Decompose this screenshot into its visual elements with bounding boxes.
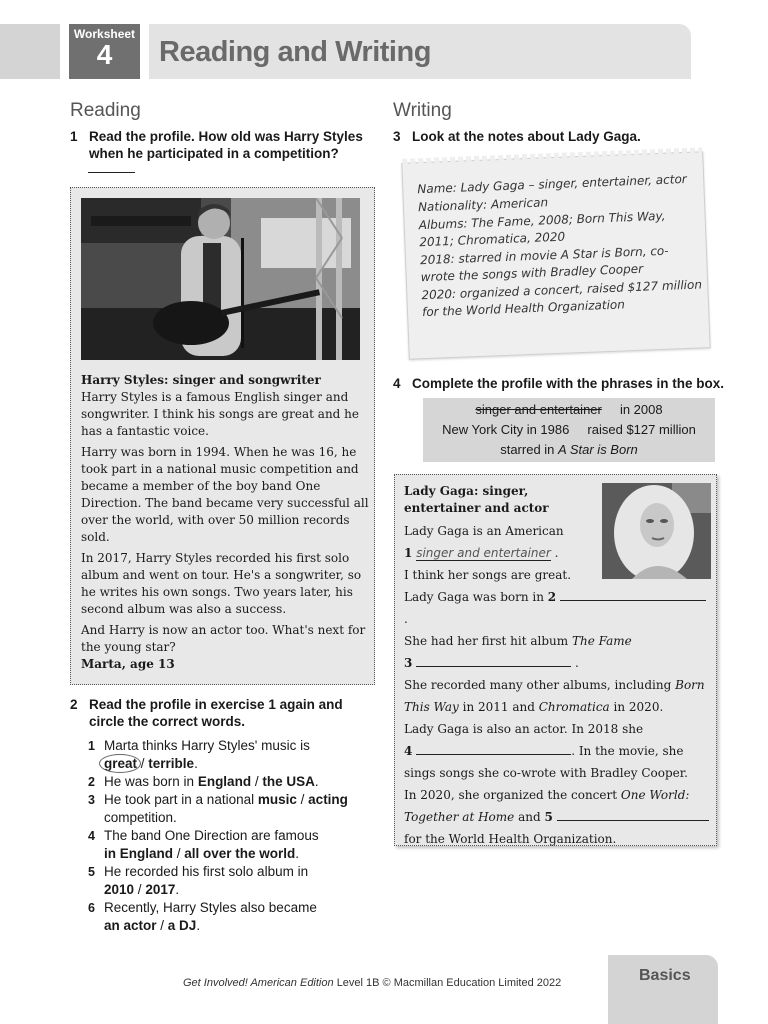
harry-profile-paragraph: Harry Styles is a famous English singer and songwriter. I think his songs are great and he has a fantastic voice. <box>81 390 359 438</box>
gaga-line: She recorded many other albums, including Born This Way in 2011 and Chromatica in 2020. <box>404 678 705 714</box>
harry-profile-box <box>70 187 375 685</box>
example-answer: singer and entertainer <box>416 546 551 560</box>
list-item: 5 He recorded his first solo album in 2010 / 2017. <box>88 864 309 897</box>
q1-instruction <box>70 128 375 162</box>
harry-profile-paragraph: Harry was born in 1994. When he was 16, he took part in a national music competition and became a member of the boy band One Direction. The band became very successful all over the world, with over 50 million records sold. <box>81 445 369 544</box>
header-left-bar <box>0 24 60 79</box>
phrase-used: singer and entertainer <box>475 402 602 417</box>
basics-tab <box>608 955 718 1024</box>
harry-photo-illustration <box>81 198 360 360</box>
reading-heading: Reading <box>70 100 141 121</box>
gaga-line: I think her songs are great. <box>404 568 572 582</box>
gaga-profile-title: Lady Gaga: singer, entertainer and actor <box>404 484 549 515</box>
list-item: 2 He was born in England / the USA. <box>88 774 319 789</box>
writing-heading: Writing <box>393 100 452 121</box>
harry-styles-photo <box>81 198 360 360</box>
q2-number: 2 <box>70 697 78 712</box>
q4-text: Complete the profile with the phrases in the box. <box>412 376 725 391</box>
page-title: Reading and Writing <box>159 36 431 68</box>
option-music[interactable]: music <box>257 792 297 807</box>
harry-profile-paragraph: And Harry is now an actor too. What's next for the young star? <box>81 623 366 654</box>
gaga-line: 3 . <box>404 656 579 670</box>
phrase: in 2008 <box>619 402 663 417</box>
note-line: 2020: organized a concert, raised $127 million for the World Health Organization <box>421 277 703 320</box>
gaga-profile-text <box>404 483 709 850</box>
gaga-line: In 2020, she organized the concert One World: Together at Home and 5 <box>404 784 709 828</box>
note-line: Albums: The Fame, 2008; Born This Way, 2011; Chromatica, 2020 <box>418 208 666 250</box>
note-line: Name: Lady Gaga – singer, entertainer, actor <box>417 171 687 197</box>
worksheet-label: Worksheet <box>73 27 136 41</box>
gaga-line: 4 . In the movie, she sings songs she co-wrote with Bradley Cooper. <box>404 744 688 780</box>
gaga-line: Lady Gaga was born in 2 . <box>404 586 709 630</box>
q3-number: 3 <box>393 129 401 144</box>
gaga-line: Lady Gaga is also an actor. In 2018 she <box>404 722 644 736</box>
gap-number: 4 <box>404 744 413 758</box>
q3-instruction <box>393 128 723 145</box>
harry-profile-title: Harry Styles: singer and songwriter <box>81 373 321 387</box>
option-a-dj[interactable]: a DJ <box>167 918 197 933</box>
phrase-box <box>423 398 715 462</box>
q2-text: Read the profile in exercise 1 again and circle the correct words. <box>89 697 343 729</box>
basics-tab-label: Basics <box>639 967 691 984</box>
list-item: 4 The band One Direction are famous in England / all over the world. <box>88 828 319 861</box>
q3-text: Look at the notes about Lady Gaga. <box>412 129 641 144</box>
option-the-usa[interactable]: the USA <box>262 774 315 789</box>
harry-profile-text <box>81 372 369 677</box>
phrase: New York City in 1986 <box>442 422 570 437</box>
gaga-profile-box <box>394 474 717 846</box>
q1-number: 1 <box>70 129 78 144</box>
gap-2-blank[interactable] <box>560 588 706 601</box>
list-item: 3 He took part in a national music / acting competition. <box>88 792 348 825</box>
list-item: 1 Marta thinks Harry Styles' music is great / terrible. <box>88 738 310 771</box>
list-item: 6 Recently, Harry Styles also became an actor / a DJ. <box>88 900 317 933</box>
q1-text: Read the profile. How old was Harry Styles when he participated in a competition? <box>89 129 363 161</box>
footer-credit: Get Involved! American Edition Level 1B © Macmillan Education Limited 2022 <box>183 977 562 989</box>
gap-4-blank[interactable] <box>416 742 571 755</box>
gaga-line: for the World Health Organization. <box>404 832 617 846</box>
gap-number: 1 <box>404 546 413 560</box>
gap-number: 5 <box>544 810 553 824</box>
gaga-line: Lady Gaga is an American <box>404 524 564 538</box>
gap-number: 2 <box>547 590 557 604</box>
worksheet-badge <box>69 24 140 79</box>
harry-profile-author: Marta, age 13 <box>81 657 175 671</box>
q4-number: 4 <box>393 376 401 391</box>
worksheet-number: 4 <box>96 39 113 70</box>
gaga-line: 1 singer and entertainer . <box>404 546 559 560</box>
option-2010[interactable]: 2010 <box>104 882 135 897</box>
option-all-over-the-world[interactable]: all over the world <box>184 846 296 861</box>
phrase-title: A Star is Born <box>558 442 638 457</box>
note-line: Nationality: American <box>417 195 549 215</box>
gap-3-blank[interactable] <box>416 654 571 667</box>
gap-5-blank[interactable] <box>557 808 709 821</box>
option-2017[interactable]: 2017 <box>145 882 176 897</box>
phrase: raised $127 million <box>587 422 696 437</box>
q2-item-list <box>88 737 378 935</box>
option-england[interactable]: England <box>197 774 252 789</box>
q1-answer-blank[interactable] <box>88 172 135 173</box>
harry-profile-paragraph: In 2017, Harry Styles recorded his first solo album and went on tour. He's a songwriter, so he writes his own songs. Two years later, his second album was also a success. <box>81 551 362 616</box>
option-in-england[interactable]: in England <box>104 846 173 861</box>
option-great-circled[interactable]: great <box>104 756 138 771</box>
option-an-actor[interactable]: an actor <box>104 918 157 933</box>
gap-number: 3 <box>404 656 413 670</box>
q2-instruction <box>70 696 370 730</box>
title-bar <box>149 24 691 79</box>
option-acting[interactable]: acting <box>308 792 348 807</box>
phrase: starred in <box>500 442 555 457</box>
note-line: 2018: starred in movie A Star is Born, co-wrote the songs with Bradley Cooper <box>419 243 669 285</box>
gaga-notes-paper <box>401 151 710 359</box>
q4-instruction <box>393 375 733 392</box>
gaga-line: She had her first hit album The Fame <box>404 634 632 648</box>
option-terrible[interactable]: terrible <box>148 756 195 771</box>
gaga-notes-text <box>417 170 704 322</box>
